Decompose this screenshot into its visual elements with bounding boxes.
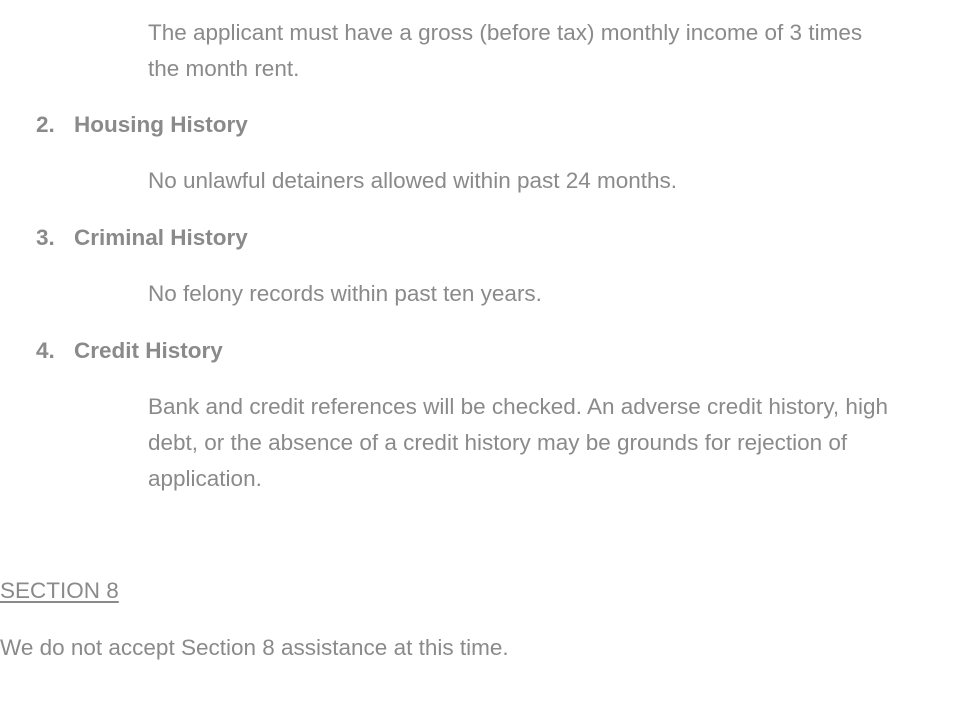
text-line: application. xyxy=(148,466,262,491)
text-line: The applicant must have a gross (before tax) monthly income of 3 times xyxy=(148,20,863,45)
income-requirement-text xyxy=(148,15,960,87)
section-8-text: We do not accept Section 8 assistance at this time. xyxy=(0,635,509,660)
credit-history-text xyxy=(148,389,960,497)
list-number: 2. xyxy=(36,112,55,137)
housing-history-text xyxy=(148,163,960,199)
section-8-heading: SECTION 8 xyxy=(0,578,119,603)
criterion-heading-criminal-history xyxy=(0,220,960,256)
list-number: 4. xyxy=(36,338,55,363)
text-line: debt, or the absence of a credit history may be grounds for rejection of xyxy=(148,430,848,455)
criterion-heading-credit-history xyxy=(0,333,960,369)
text-line: No unlawful detainers allowed within past 24 months. xyxy=(148,168,678,193)
criterion-heading-housing-history xyxy=(0,107,960,143)
text-line: the month rent. xyxy=(148,56,300,81)
text-line: Bank and credit references will be checked. An adverse credit history, high xyxy=(148,394,888,419)
criminal-history-text xyxy=(148,276,960,312)
criterion-title: Criminal History xyxy=(74,225,248,250)
criterion-title: Housing History xyxy=(74,112,248,137)
criterion-title: Credit History xyxy=(74,338,223,363)
list-number: 3. xyxy=(36,225,55,250)
text-line: No felony records within past ten years. xyxy=(148,281,542,306)
